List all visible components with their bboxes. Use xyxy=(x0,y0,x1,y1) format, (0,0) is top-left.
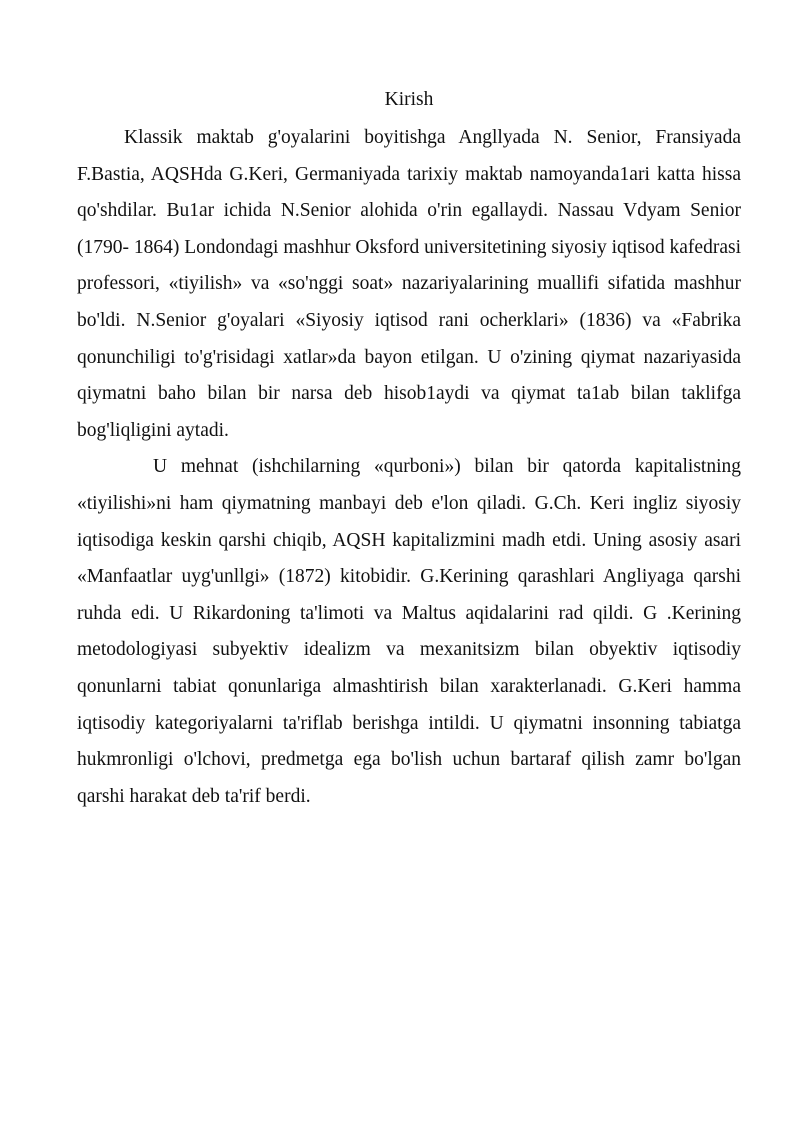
paragraph-keri: U mehnat (ishchilarning «qurboni») bilan bir qatorda kapitalistning «tiyilishi»ni ham qiymatning manbayi deb e'lon qiladi. G.Ch. Keri ingliz siyosiy iqtisodiga keskin qarshi chiqib, AQSH kapitalizmini madh etdi. Uning asosiy asari «Manfaatlar uyg'unllgi» (1872) kitobidir. G.Kerining qarashlari Angliyaga qarshi ruhda edi. U Rikardoning ta'limoti va Maltus aqidalarini rad qildi. G .Kerining metodologiyasi subyektiv idealizm va mexanitsizm bilan obyektiv iqtisodiy qonunlarni tabiat qonunlariga almashtirish bilan xarakterlanadi. G.Keri hamma iqtisodiy kategoriyalarni ta'riflab berishga intildi. U qiymatni insonning tabiatga hukmronligi o'lchovi, predmetga ega bo'lish uchun bartaraf qilish zamr bo'lgan qarshi harakat deb ta'rif berdi. xyxy=(77,456,741,807)
document-page xyxy=(77,86,741,815)
document-title: Kirish xyxy=(384,89,434,110)
paragraph-intro: Klassik maktab g'oyalarini boyitishga Angllyada N. Senior, Fransiyada F.Bastia, AQSHda G.Keri, Germaniyada tarixiy maktab namoyanda1ari katta hissa qo'shdilar. Bu1ar ichida N.Senior alohida o'rin egallaydi. Nassau Vdyam Senior (1790- 1864) Londondagi mashhur Oksford universitetining siyosiy iqtisod kafedrasi professori, «tiyilish» va «so'nggi soat» nazariyalarining muallifi sifatida mashhur bo'ldi. N.Senior g'oyalari «Siyosiy iqtisod rani ocherklari» (1836) va «Fabrika qonunchiligi to'g'risidagi xatlar»da bayon etilgan. U o'zining qiymat nazariyasida qiymatni baho bilan bir narsa deb hisob1aydi va qiymat ta1ab bilan taklifga bog'liqligini aytadi. xyxy=(77,127,741,441)
